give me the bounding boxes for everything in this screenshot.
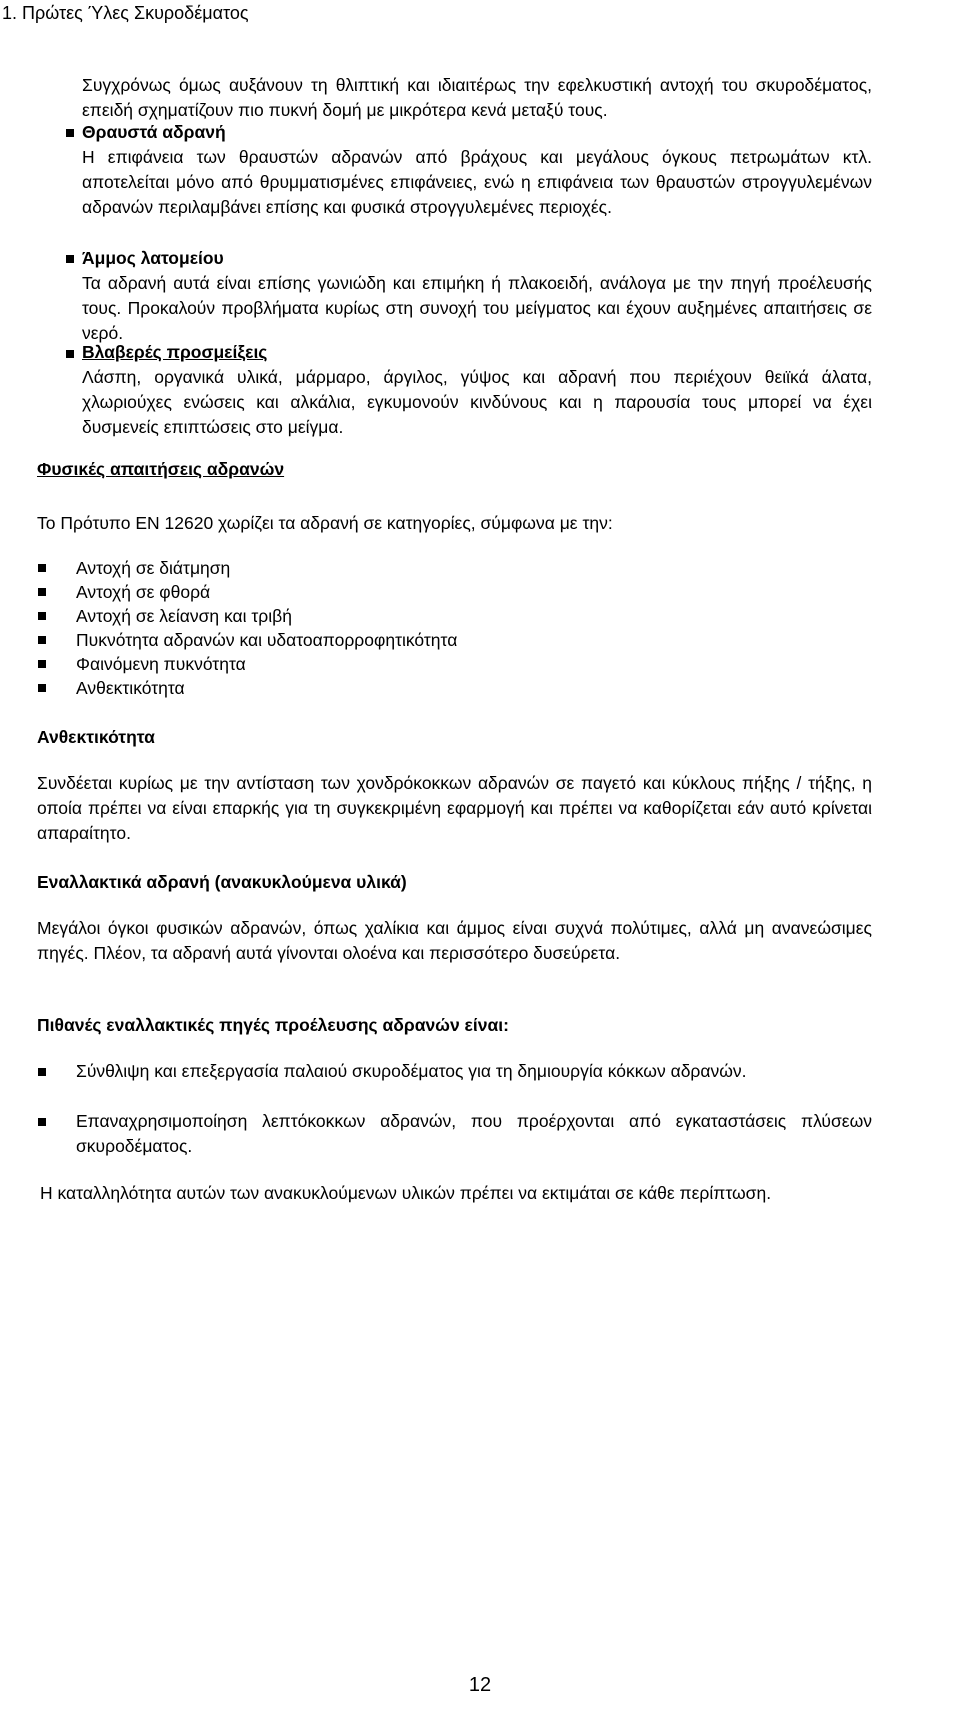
durability-paragraph: Συνδέεται κυρίως με την αντίσταση των χονδρόκοκκων αδρανών σε παγετό και κύκλους πήξης / τήξης, η οποία πρέπει να είναι επαρκής για τη συγκεκριμένη εφαρμογή και πρέπει να καθορίζεται εάν αυτό κρίνεται απαραίτητο. bbox=[37, 773, 872, 843]
section-heading-physical: Φυσικές απαιτήσεις αδρανών bbox=[37, 459, 285, 479]
aggregate-text: Τα αδρανή αυτά είναι επίσης γωνιώδη και επιμήκη ή πλακοειδή, ανάλογα με την πηγή προέλευσής τους. Προκαλούν προβλήματα κυρίως στη συνοχή του μείγματος και έχουν αυξημένες απαιτήσεις σε νερό. bbox=[82, 273, 872, 343]
section-heading-durability: Ανθεκτικότητα bbox=[37, 727, 155, 747]
aggregate-title: Άμμος λατομείου bbox=[82, 248, 224, 268]
aggregate-title: Βλαβερές προσμείξεις bbox=[82, 342, 268, 362]
bullet-marker bbox=[38, 564, 46, 572]
bullet-marker bbox=[66, 350, 74, 358]
bullet-marker bbox=[38, 636, 46, 644]
section-heading-alternative: Εναλλακτικά αδρανή (ανακυκλούμενα υλικά) bbox=[37, 872, 407, 892]
bullet-marker bbox=[38, 684, 46, 692]
closing-paragraph: Η καταλληλότητα αυτών των ανακυκλούμενων υλικών πρέπει να εκτιμάται σε κάθε περίπτωση. bbox=[40, 1183, 772, 1203]
aggregate-title: Θραυστά αδρανή bbox=[82, 122, 226, 142]
bullet-marker bbox=[66, 255, 74, 263]
list-item: Αντοχή σε λείανση και τριβή bbox=[76, 606, 292, 626]
intro-paragraph: Συγχρόνως όμως αυξάνουν τη θλιπτική και ιδιαιτέρως την εφελκυστική αντοχή του σκυροδέματος, επειδή σχηματίζουν πιο πυκνή δομή με μικρότερα κενά μεταξύ τους. bbox=[82, 75, 872, 120]
list-item: Φαινόμενη πυκνότητα bbox=[76, 654, 246, 674]
bullet-marker bbox=[38, 588, 46, 596]
chapter-header: 1. Πρώτες Ύλες Σκυροδέματος bbox=[2, 3, 249, 23]
source-item: Σύνθλιψη και επεξεργασία παλαιού σκυροδέματος για τη δημιουργία κόκκων αδρανών. bbox=[76, 1061, 747, 1081]
bullet-marker bbox=[38, 612, 46, 620]
physical-intro: Το Πρότυπο EN 12620 χωρίζει τα αδρανή σε κατηγορίες, σύμφωνα με την: bbox=[37, 513, 613, 533]
list-item: Ανθεκτικότητα bbox=[76, 678, 185, 698]
page-number: 12 bbox=[468, 1674, 492, 1696]
aggregate-item-crushed bbox=[82, 120, 872, 220]
aggregate-item-impurities bbox=[82, 340, 872, 440]
list-item: Αντοχή σε διάτμηση bbox=[76, 558, 231, 578]
aggregate-item-quarry-sand bbox=[82, 246, 872, 346]
list-item: Αντοχή σε φθορά bbox=[76, 582, 211, 602]
bullet-marker bbox=[38, 1068, 46, 1076]
bullet-marker bbox=[38, 1118, 46, 1126]
aggregate-text: Λάσπη, οργανικά υλικά, μάρμαρο, άργιλος, γύψος και αδρανή που περιέχουν θειϊκά άλατα, χλωριούχες ενώσεις και αλκάλια, εγκυμονούν κινδύνους και η παρουσία τους μπορεί να έχει δυσμενείς επιπτώσεις στο μείγμα. bbox=[82, 367, 872, 437]
alternative-paragraph: Μεγάλοι όγκοι φυσικών αδρανών, όπως χαλίκια και άμμος είναι συχνά πολύτιμες, αλλά μη ανανεώσιμες πηγές. Πλέον, τα αδρανή αυτά γίνονται ολοένα και περισσότερο δυσεύρετα. bbox=[37, 918, 872, 963]
bullet-marker bbox=[38, 660, 46, 668]
section-heading-sources: Πιθανές εναλλακτικές πηγές προέλευσης αδρανών είναι: bbox=[37, 1015, 509, 1035]
bullet-marker bbox=[66, 129, 74, 137]
source-item: Επαναχρησιμοποίηση λεπτόκοκκων αδρανών, που προέρχονται από εγκαταστάσεις πλύσεων σκυροδέματος. bbox=[76, 1111, 872, 1156]
aggregate-text: Η επιφάνεια των θραυστών αδρανών από βράχους και μεγάλους όγκους πετρωμάτων κτλ. αποτελείται μόνο από θρυμματισμένες επιφάνειες, ενώ η επιφάνεια των θραυστών στρογγυλεμένων αδρανών περιλαμβάνει επίσης και φυσικά στρογγυλεμένες περιοχές. bbox=[82, 147, 872, 217]
list-item: Πυκνότητα αδρανών και υδατοαπορροφητικότητα bbox=[76, 630, 458, 650]
